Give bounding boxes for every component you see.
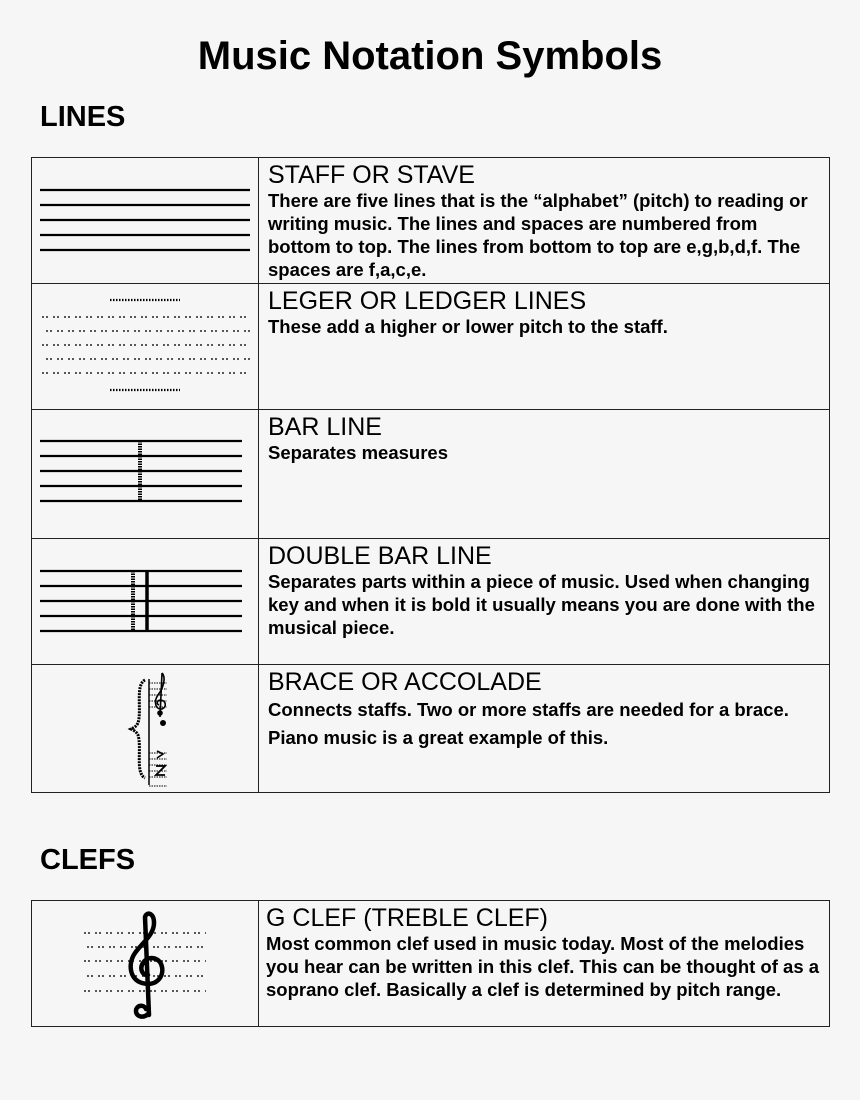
page-title: Music Notation Symbols [197, 34, 663, 78]
symbol-cell [32, 539, 259, 665]
description-cell [259, 410, 830, 539]
description-cell [259, 284, 830, 410]
symbol-description: Connects staffs. Two or more staffs are needed for a brace. Piano music is a great example of this. [268, 699, 789, 748]
staff-icon [32, 158, 258, 283]
symbol-cell [32, 158, 259, 284]
symbol-cell [32, 901, 259, 1027]
symbol-cell [32, 410, 259, 539]
description-cell [259, 901, 830, 1027]
table-row [32, 539, 830, 665]
symbol-description: Separates parts within a piece of music. Used when changing key and when it is bold it usually means you are done with the musical piece. [268, 571, 815, 638]
clefs-table [31, 900, 830, 1027]
symbol-name: BAR LINE [268, 413, 382, 441]
symbol-cell [32, 284, 259, 410]
symbol-cell [32, 665, 259, 793]
bar-line-icon [32, 410, 258, 538]
table-row [32, 158, 830, 284]
treble-clef-icon [32, 901, 258, 1026]
symbol-description: These add a higher or lower pitch to the staff. [268, 316, 668, 337]
table-row [32, 284, 830, 410]
ledger-lines-icon [32, 284, 258, 409]
symbol-description: Separates measures [268, 442, 448, 463]
symbol-name: LEGER OR LEDGER LINES [268, 287, 587, 315]
table-row [32, 410, 830, 539]
section-heading-lines: LINES [40, 101, 126, 133]
symbol-description: There are five lines that is the “alphabet” (pitch) to reading or writing music. The lines and spaces are numbered from bottom to top. The lines from bottom to top are e,g,b,d,f. The spaces are f,a,c,e. [268, 190, 808, 280]
symbol-name: G CLEF (TREBLE CLEF) [266, 904, 548, 932]
symbol-name: STAFF OR STAVE [268, 161, 475, 189]
lines-table [31, 157, 830, 793]
description-cell [259, 539, 830, 665]
description-cell [259, 158, 830, 284]
table-row [32, 901, 830, 1027]
description-cell [259, 665, 830, 793]
symbol-name: DOUBLE BAR LINE [268, 542, 492, 570]
symbol-description: Most common clef used in music today. Most of the melodies you hear can be written in this clef. This can be thought of as a soprano clef. Basically a clef is determined by pitch range. [266, 933, 820, 1000]
double-bar-line-icon [32, 539, 258, 664]
table-row [32, 665, 830, 793]
brace-icon [32, 665, 258, 792]
section-heading-clefs: CLEFS [40, 844, 136, 876]
symbol-name: BRACE OR ACCOLADE [268, 668, 542, 696]
